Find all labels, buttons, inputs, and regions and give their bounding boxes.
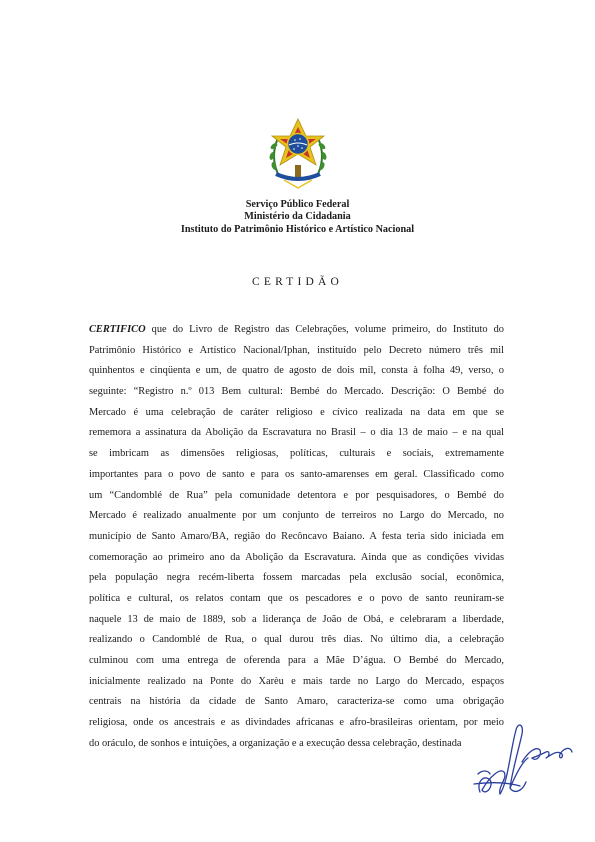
body-line: Patrimônio Histórico e Artístico Nacional/Iphan, instituído pelo Decreto número três mil bbox=[89, 344, 504, 356]
body-line: rememora a assinatura da Abolição da Escravatura no Brasil – o dia 13 de maio – e na qual bbox=[89, 427, 504, 439]
document-title: CERTIDÃO bbox=[251, 276, 344, 288]
certificate-body bbox=[89, 320, 504, 754]
body-line: importantes para o povo de santo e para os santo-amarenses em geral. Classificado como bbox=[89, 468, 504, 480]
body-line: culminou com uma entrega de oferenda para a Mãe D’água. O Bembé do Mercado, bbox=[89, 655, 504, 666]
body-line: religiosa, onde os ancestrais e as divindades africanas e afro-brasileiras orientam, por meio bbox=[89, 717, 504, 729]
coat-of-arms-icon bbox=[264, 116, 332, 192]
institution-header bbox=[0, 199, 595, 236]
body-line: se imbricam as dimensões religiosas, políticas, culturais e sociais, extremamente bbox=[89, 448, 504, 460]
body-line: do oráculo, de sonhos e intuições, a organização e a execução dessa celebração, destinada bbox=[89, 737, 462, 749]
body-line: realizando o Candomblé de Rua, o qual durou três dias. No último dia, a celebração bbox=[89, 634, 504, 646]
header-line-1: Serviço Público Federal bbox=[245, 199, 350, 210]
body-line: pela população negra recém-liberta fossem marcadas pela exclusão social, econômica, bbox=[89, 572, 504, 584]
body-line: município de Santo Amaro/BA, região do Recôncavo Baiano. A festa teria sido iniciada em bbox=[89, 530, 504, 542]
lead-word: CERTIFICO bbox=[89, 324, 146, 335]
body-line: quinhentos e cinqüenta e um, de quatro de agosto de dois mil, consta à folha 49, verso, o bbox=[89, 365, 504, 377]
body-line bbox=[89, 320, 504, 341]
body-line: Mercado é realizado anualmente por um conjunto de terreiros no Largo do Mercado, no bbox=[89, 510, 504, 522]
body-line-text: que do Livro de Registro das Celebrações, volume primeiro, do Instituto do bbox=[145, 324, 504, 335]
body-line: centrais na história da cidade de Santo Amaro, caracteriza-se como uma obrigação bbox=[89, 696, 504, 708]
body-line: inicialmente realizado na Ponte do Xarèu e mais tarde no Largo do Mercado, espaços bbox=[89, 675, 504, 687]
body-line: seguinte: “Registro n.º 013 Bem cultural: Bembé do Mercado. Descrição: O Bembé do bbox=[89, 386, 504, 398]
body-line: naquele 13 de maio de 1889, sob a liderança de João de Obá, e celebraram a liberdade, bbox=[89, 613, 504, 625]
body-line: um “Candomblé de Rua” pela comunidade detentora e por pesquisadores, o Bembé do bbox=[89, 489, 504, 501]
body-line: Mercado é uma celebração de caráter religioso e cívico realizada na data em que se bbox=[89, 406, 504, 418]
body-line: política e cultural, os relatos contam que os pescadores e o povo de santo reuniram-se bbox=[89, 592, 504, 604]
body-line: comemoração ao primeiro ano da Abolição da Escravatura. Ainda que as condições vividas bbox=[89, 551, 504, 563]
handwritten-signature-icon bbox=[470, 712, 580, 804]
header-line-3: Instituto do Patrimônio Histórico e Artístico Nacional bbox=[180, 223, 415, 235]
header-line-2: Ministério da Cidadania bbox=[244, 211, 351, 223]
